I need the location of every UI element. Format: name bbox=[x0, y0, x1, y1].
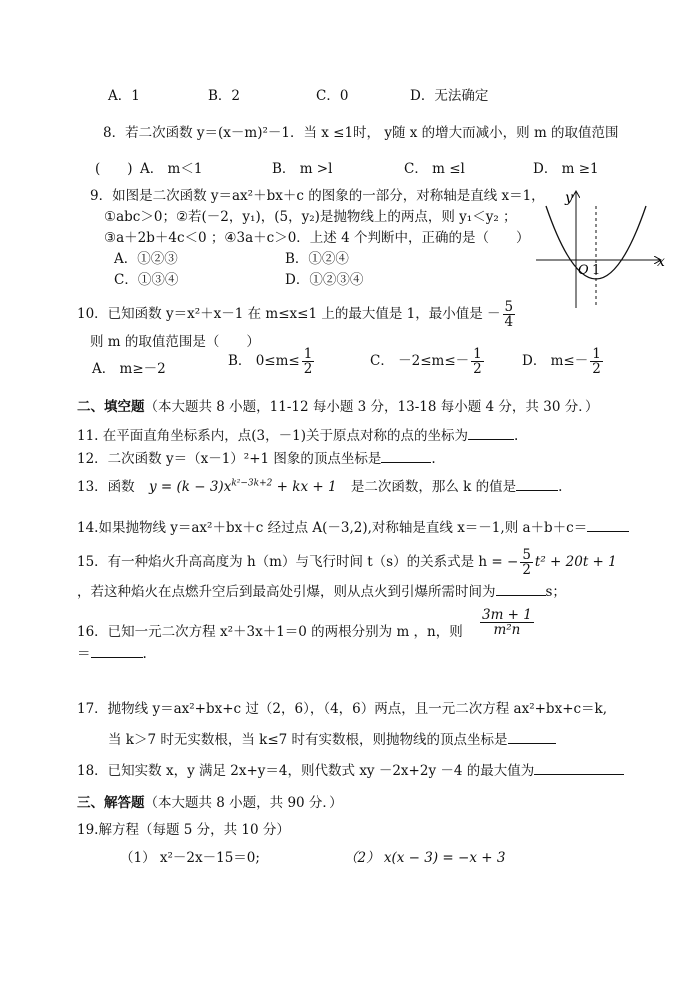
q16-fraction: $\frac{3m + 1}{\text{m²n}}$ bbox=[482, 607, 532, 639]
q19-title: 19.解方程（每题 5 分，共 10 分） bbox=[77, 822, 290, 838]
q10-option-c: C． －2≤m≤－ $\frac{1}{2}$ bbox=[370, 346, 482, 378]
q10-option-a: A． m≥－2 bbox=[92, 361, 166, 377]
q8-paren: ( ) bbox=[95, 161, 133, 177]
q8-option-c: C． m ≤l bbox=[404, 161, 465, 177]
q14: 14.如果抛物线 y＝ax²＋bx＋c 经过点 A(－3,2),对称轴是直线 x＝－1,则 a＋b＋c＝ bbox=[77, 516, 629, 536]
q7-option-d: D．无法确定 bbox=[410, 88, 489, 104]
graph-x-label: x bbox=[657, 254, 665, 270]
q9-line3: ③a＋2b＋4c＜0 ；④3a＋c＞0．上述 4 个判断中，正确的是（ ） bbox=[104, 230, 530, 246]
q10-option-b: B． 0≤m≤ $\frac{1}{2}$ bbox=[228, 346, 313, 378]
q7-option-a: A．1 bbox=[108, 88, 140, 104]
q9-parabola-graph bbox=[532, 184, 672, 314]
q10-option-d: D． m≤－ $\frac{1}{2}$ bbox=[522, 346, 601, 378]
q9-line1: 9．如图是二次函数 y＝ax²＋bx＋c 的图象的一部分，对称轴是直线 x＝1， bbox=[90, 188, 545, 204]
q9-option-b: B．①②④ bbox=[285, 251, 349, 267]
q9-line2: ①abc＞0；②若(－2，y₁)，(5，y₂)是抛物线上的两点，则 y₁＜y₂ ； bbox=[104, 209, 517, 225]
section-2-heading: 二、填空题（本大题共 8 小题，11-12 每小题 3 分，13-18 每小题 4 分，共 30 分．） bbox=[77, 399, 599, 415]
q8-option-a: A． m＜1 bbox=[140, 161, 203, 177]
q15-line2: ，若这种焰火在点燃升空后到最高处引爆，则从点火到引爆所需时间为 s； bbox=[77, 580, 566, 600]
q7-option-b: B．2 bbox=[208, 88, 241, 104]
q9-option-a: A．①②③ bbox=[114, 251, 178, 267]
q9-option-c: C．①③④ bbox=[114, 272, 179, 288]
q8-option-d: D． m ≥1 bbox=[533, 161, 599, 177]
q15-line1: 15．有一种焰火升高高度为 h（m）与飞行时间 t（s）的关系式是 h = − $\frac{5}{2}$ t² + 20t + 1 bbox=[77, 547, 617, 579]
q17-line1: 17．抛物线 y＝ax²+bx+c 过（2，6），（4，6）两点，且一元二次方程 ax²+bx+c＝k, bbox=[77, 701, 608, 717]
q7-option-c: C．0 bbox=[316, 88, 349, 104]
q16-line2: ＝ . bbox=[77, 642, 147, 662]
q12: 12．二次函数 y＝（x－1）²+1 图象的顶点坐标是 . bbox=[77, 447, 436, 467]
section-3-heading: 三、解答题（本大题共 8 小题，共 90 分．） bbox=[77, 795, 343, 811]
q9-option-d: D．①②③④ bbox=[285, 272, 364, 288]
q10-line2: 则 m 的取值范围是（ ） bbox=[90, 334, 260, 350]
q17-line2: 当 k＞7 时无实数根，当 k≤7 时有实数根，则抛物线的顶点坐标是 bbox=[108, 728, 556, 748]
q8-stem: 8．若二次函数 y＝(x－m)²－1．当 x ≤1时， y随 x 的增大而减小，则 m 的取值范围 bbox=[103, 125, 619, 141]
graph-origin-label: O bbox=[578, 263, 589, 278]
graph-y-label: y bbox=[565, 190, 573, 206]
q11: 11. 在平面直角坐标系内，点(3，－1)关于原点对称的点的坐标为 . bbox=[77, 424, 518, 444]
q19-part2: （2） x(x − 3) = −x + 3 bbox=[344, 850, 506, 866]
q19-part1: （1） x²－2x－15＝0; bbox=[120, 850, 260, 866]
q10-fraction: $\frac{5}{4}$ bbox=[504, 299, 514, 331]
q8-option-b: B． m >l bbox=[272, 161, 333, 177]
graph-one-label: 1 bbox=[592, 263, 601, 278]
q18: 18．已知实数 x，y 满足 2x+y＝4，则代数式 xy －2x+2y －4 的最大值为 bbox=[77, 759, 624, 779]
q10-line1: 10．已知函数 y＝x²＋x－1 在 m≤x≤1 上的最大值是 1，最小值是 － $\frac{5}{4}$ bbox=[77, 299, 514, 331]
q13: 13．函数 $y = (k - 3)x^{k^2-3k+2}$ + kx + 1 是二次函数，那么 k 的值是 . bbox=[77, 475, 562, 495]
q16-line1: 16．已知一元二次方程 x²＋3x＋1＝0 的两根分别为 m ，n，则 bbox=[77, 624, 463, 640]
